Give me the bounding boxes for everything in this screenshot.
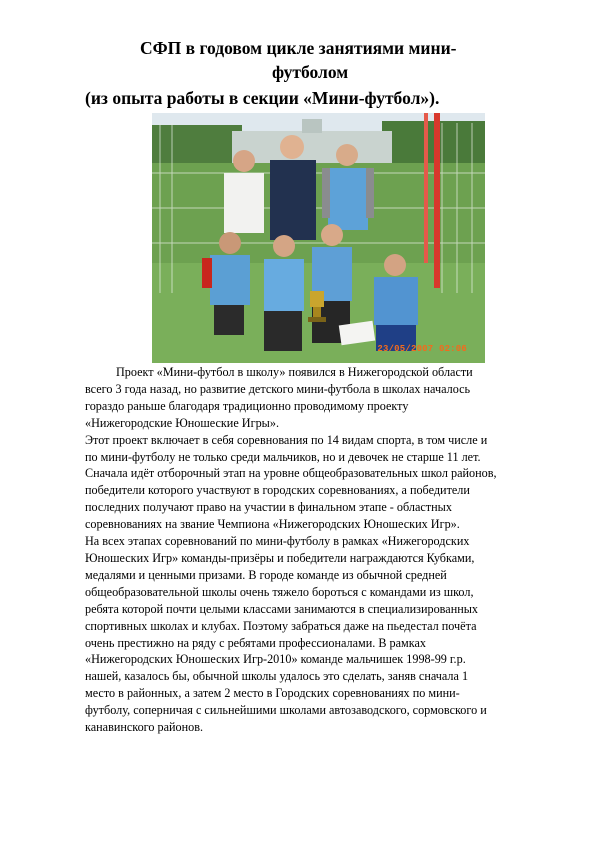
text-line: Сначала идёт отборочный этап на уровне общеобразовательных школ районов, xyxy=(85,466,497,481)
text-line: победители которого участвуют в городских соревнованиях, а победители xyxy=(85,483,470,498)
text-line: футболу, соперничая с сильнейшими школами автозаводского, сормовского и xyxy=(85,703,487,718)
text-line: Проект «Мини-футбол в школу» появился в Нижегородской области xyxy=(116,365,473,379)
article-body xyxy=(85,364,555,736)
text-line: место в районных, а затем 2 место в Городских соревнованиях по мини- xyxy=(85,686,460,701)
text-line: по мини-футболу не только среди мальчиков, но и девочек не старше 11 лет. xyxy=(85,449,481,464)
text-line: «Нижегородские Юношеские Игры». xyxy=(85,415,279,430)
text-line: канавинского районов. xyxy=(85,720,204,735)
text-line: гораздо раньше благодаря традиционно проводимому проекту xyxy=(85,398,409,413)
text-line: «Нижегородских Юношеских Игр-2010» команде мальчишек 1998-99 г.р. xyxy=(85,652,466,667)
text-line: очень престижно на ряду с ребятами профессионалами. В рамках xyxy=(85,635,427,650)
text-line: последних получают право на участии в финальном этапе - областных xyxy=(85,500,452,515)
date-stamp: 23/05/2007 02:06 xyxy=(377,344,467,354)
text-line: общеобразовательной школы очень тяжело бороться с командами из школ, xyxy=(85,584,474,599)
text-line: ребята которой почти целыми классами занимаются в специализированных xyxy=(85,601,479,616)
text-line: медалями и ценными призами. В городе команде из обычной средней xyxy=(85,567,447,582)
title-line-3: (из опыта работы в секции «Мини-футбол»). xyxy=(85,88,440,108)
team-photo xyxy=(152,113,485,363)
text-line: всего 3 года назад, но развитие детского мини-футбола в школах началось xyxy=(85,381,471,396)
title-line-1: СФП в годовом цикле занятиями мини- xyxy=(140,38,457,58)
text-line: соревнованиях на звание Чемпиона «Нижегородских Юношеских Игр». xyxy=(85,517,460,532)
text-line: На всех этапах соревнований по мини-футболу в рамках «Нижегородских xyxy=(85,534,470,549)
text-line: Этот проект включает в себя соревнования по 14 видам спорта, в том числе и xyxy=(85,432,488,447)
text-line: Юношеских Игр» команды-призёры и победители награждаются Кубками, xyxy=(85,550,475,565)
text-line: спортивных школах и клубах. Поэтому забраться даже на пьедестал почёта xyxy=(85,618,477,633)
text-line: нашей, казалось бы, обычной школы удалось это сделать, заняв сначала 1 xyxy=(85,669,469,684)
title-line-2: футболом xyxy=(272,62,349,82)
